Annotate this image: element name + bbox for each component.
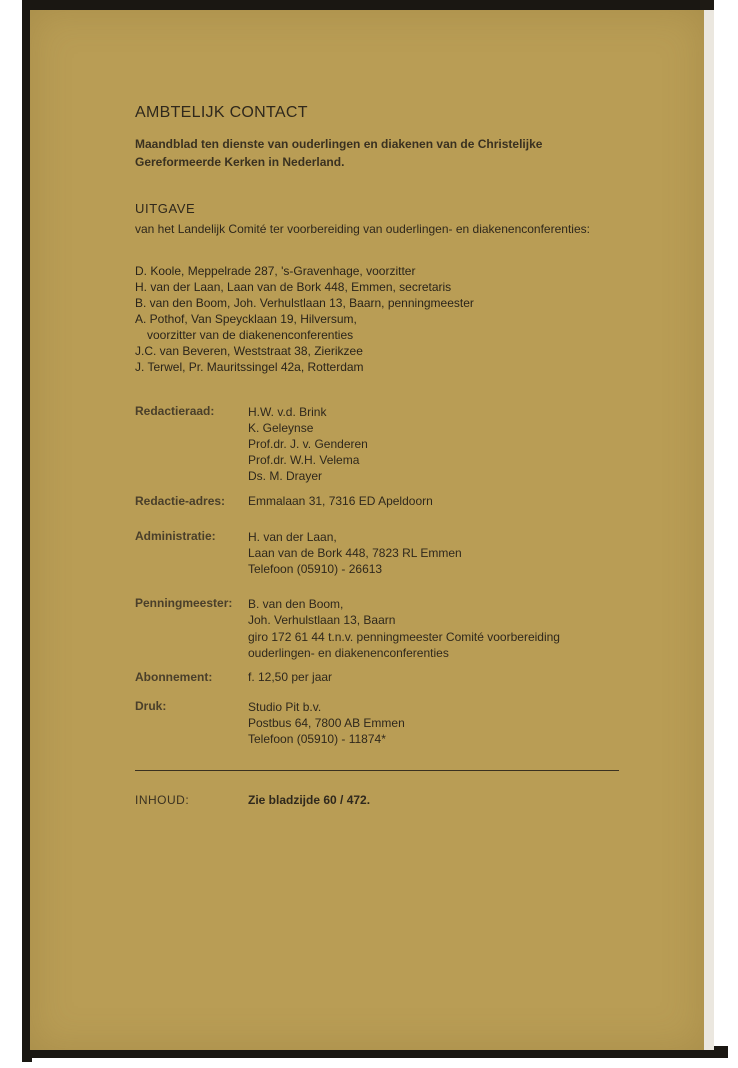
redactieraad-label: Redactieraad: <box>135 404 215 418</box>
editor-name: K. Geleynse <box>248 421 314 435</box>
giro-info: giro 172 61 44 t.n.v. penningmeester Comité voorbereiding ouderlingen- en diakenenconferenties <box>248 630 560 660</box>
editor-name: Ds. M. Drayer <box>248 469 323 483</box>
druk-value <box>248 699 405 747</box>
editor-name: Prof.dr. W.H. Velema <box>248 453 360 467</box>
redactieraad-members <box>248 404 368 484</box>
address-line: Telefoon (05910) - 26613 <box>248 562 383 576</box>
address-line: Telefoon (05910) - 11874* <box>248 732 386 746</box>
address-line: B. van den Boom, <box>248 597 344 611</box>
abonnement-label: Abonnement: <box>135 670 213 684</box>
page-content <box>30 10 704 1050</box>
committee-member: D. Koole, Meppelrade 287, 's-Gravenhage, voorzitter <box>135 264 416 278</box>
contents-value: Zie bladzijde 60 / 472. <box>248 793 371 807</box>
scan-margin-strip <box>704 10 714 1050</box>
editor-name: H.W. v.d. Brink <box>248 405 327 419</box>
committee-member: H. van der Laan, Laan van de Bork 448, Emmen, secretaris <box>135 280 452 294</box>
abonnement-value: f. 12,50 per jaar <box>248 670 333 684</box>
contents-label: INHOUD: <box>135 793 190 807</box>
administratie-value <box>248 529 462 577</box>
divider-line <box>135 770 619 771</box>
committee-member-note: voorzitter van de diakenenconferenties <box>147 328 354 342</box>
page-title: AMBTELIJK CONTACT <box>135 104 308 121</box>
uitgave-heading: UITGAVE <box>135 201 196 216</box>
committee-member: J.C. van Beveren, Weststraat 38, Zierikzee <box>135 344 363 358</box>
committee-member: B. van den Boom, Joh. Verhulstlaan 13, Baarn, penningmeester <box>135 296 474 310</box>
redactie-adres-value: Emmalaan 31, 7316 ED Apeldoorn <box>248 494 433 508</box>
address-line: Joh. Verhulstlaan 13, Baarn <box>248 613 396 627</box>
redactie-adres-label: Redactie-adres: <box>135 494 226 508</box>
penningmeester-label: Penningmeester: <box>135 596 233 610</box>
druk-label: Druk: <box>135 699 167 713</box>
page-subtitle: Maandblad ten dienste van ouderlingen en diakenen van de Christelijke Gereformeerde Kerken in Nederland. <box>135 137 543 169</box>
address-line: Postbus 64, 7800 AB Emmen <box>248 716 405 730</box>
administratie-label: Administratie: <box>135 529 216 543</box>
committee-member: J. Terwel, Pr. Mauritssingel 42a, Rotterdam <box>135 360 364 374</box>
committee-member: A. Pothof, Van Speycklaan 19, Hilversum, <box>135 312 357 326</box>
address-line: Studio Pit b.v. <box>248 700 322 714</box>
cover-page <box>30 10 704 1050</box>
uitgave-intro: van het Landelijk Comité ter voorbereiding van ouderlingen- en diakenenconferenties: <box>135 222 590 236</box>
editor-name: Prof.dr. J. v. Genderen <box>248 437 368 451</box>
address-line: Laan van de Bork 448, 7823 RL Emmen <box>248 546 462 560</box>
penningmeester-value <box>248 596 395 628</box>
address-line: H. van der Laan, <box>248 530 337 544</box>
committee-list <box>135 263 474 375</box>
